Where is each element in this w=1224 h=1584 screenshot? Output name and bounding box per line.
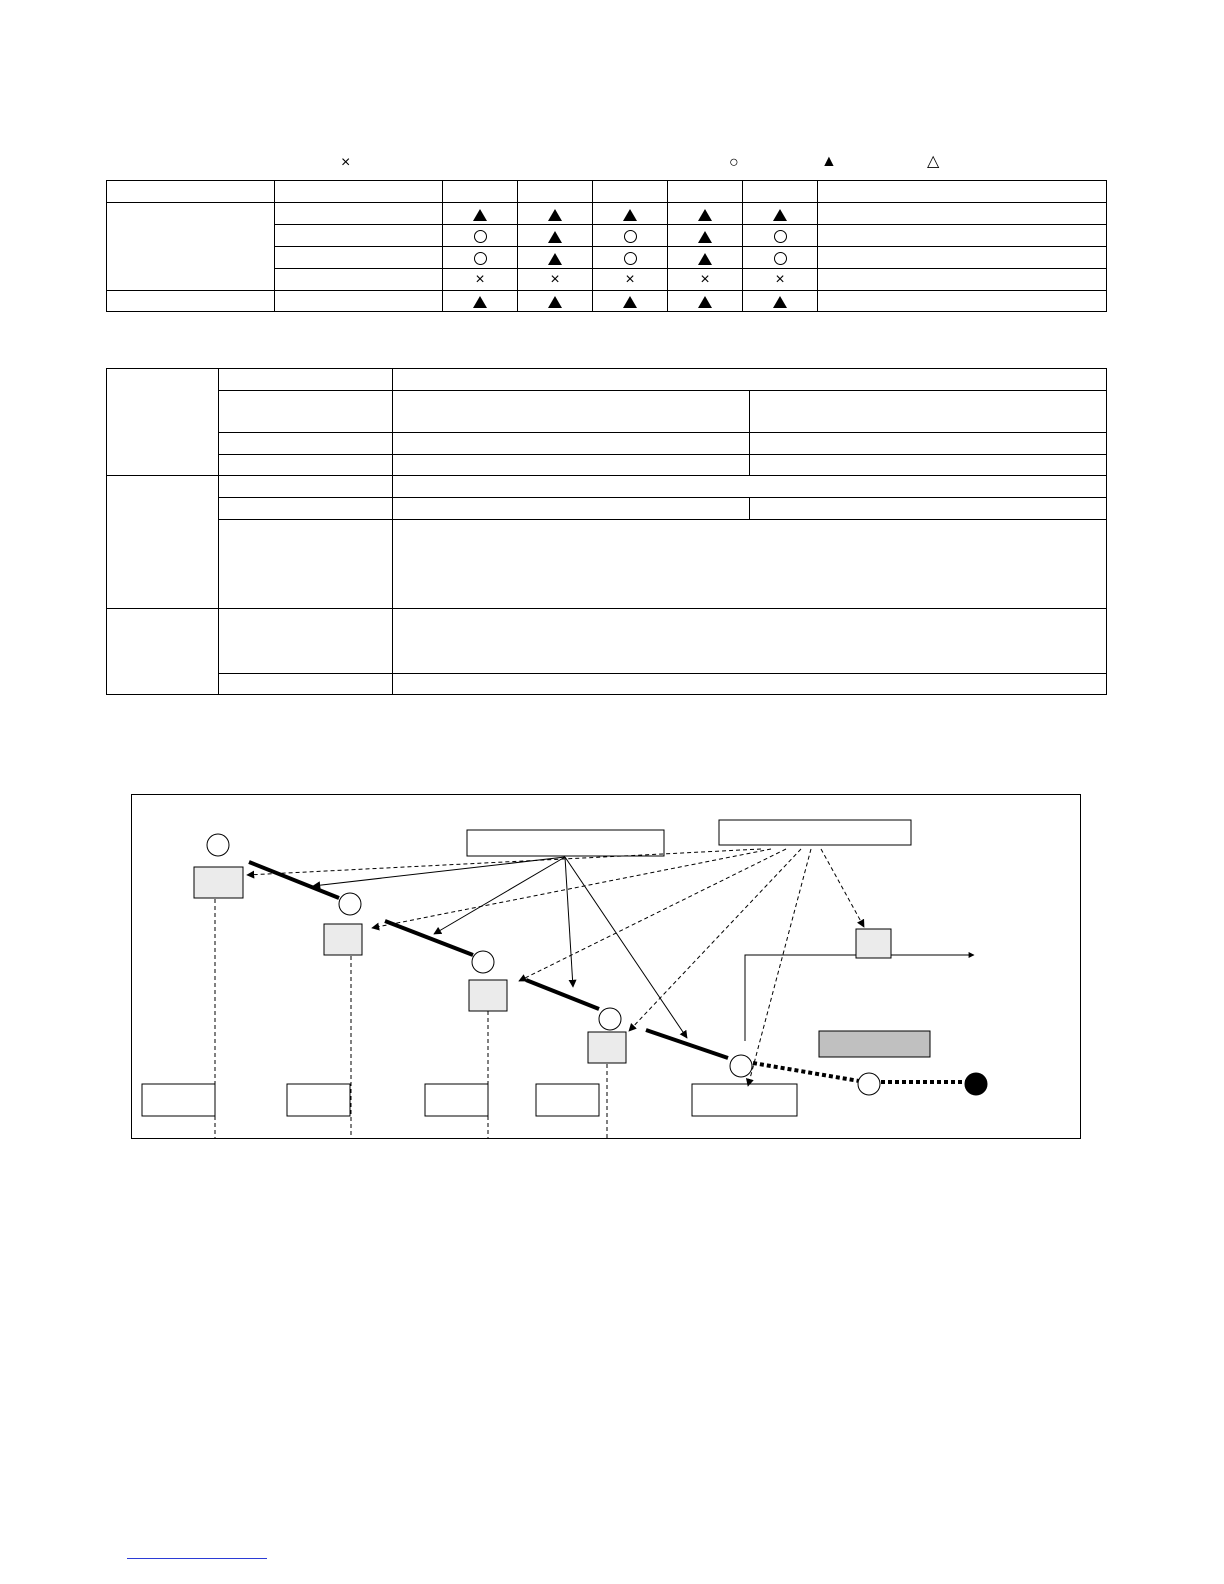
matrix-cell: [443, 225, 518, 247]
filled-triangle-icon: [773, 296, 787, 308]
matrix-cell: [593, 203, 668, 225]
matrix-cell: [518, 291, 593, 312]
table-row: [107, 391, 1107, 433]
circle-icon: [624, 252, 637, 265]
matrix-cell: [518, 247, 593, 269]
bottom-label-box-2: [287, 1084, 350, 1116]
filled-triangle-icon: [698, 231, 712, 243]
stage-circle-5: [730, 1055, 752, 1077]
step-box-2: [324, 924, 362, 955]
cross-icon: ×: [550, 271, 560, 289]
step-box-5: [856, 929, 891, 958]
filled-triangle-icon: [698, 253, 712, 265]
filled-triangle-icon: [623, 296, 637, 308]
circle-icon: [474, 230, 487, 243]
matrix-cell: [743, 269, 818, 291]
bottom-label-box-5: [692, 1084, 797, 1116]
filled-triangle-icon: [698, 209, 712, 221]
matrix-cell: [668, 247, 743, 269]
outline-triangle-icon: △: [927, 153, 940, 170]
table-row: [107, 291, 1107, 312]
matrix-cell: [668, 291, 743, 312]
matrix-cell: [743, 203, 818, 225]
step-box-1: [194, 867, 243, 898]
cross-icon: ×: [475, 271, 485, 289]
filled-triangle-icon: [473, 209, 487, 221]
matrix-cell: [443, 291, 518, 312]
circle-icon: [774, 230, 787, 243]
filled-triangle-icon: [548, 209, 562, 221]
table-row: [107, 203, 1107, 225]
matrix-cell: [443, 247, 518, 269]
cross-icon: ×: [775, 271, 785, 289]
table-row: [107, 520, 1107, 609]
matrix-cell: [518, 225, 593, 247]
circle-icon: [624, 230, 637, 243]
process-diagram: [131, 794, 1081, 1139]
table-header-row: [107, 181, 1107, 203]
matrix-cell: [518, 203, 593, 225]
step-box-4: [588, 1032, 626, 1063]
filled-triangle-icon: [548, 296, 562, 308]
table-row: [107, 674, 1107, 695]
end-filled-circle: [965, 1073, 987, 1095]
step-box-3: [469, 980, 507, 1011]
circle-icon: ○: [729, 154, 739, 171]
filled-triangle-icon: [548, 253, 562, 265]
matrix-cell: [443, 203, 518, 225]
matrix-cell: [593, 269, 668, 291]
matrix-cell: [668, 269, 743, 291]
top-label-box-right: [719, 820, 911, 845]
footer-link-underline[interactable]: [127, 1558, 267, 1559]
filled-triangle-icon: [473, 296, 487, 308]
filled-triangle-icon: [698, 296, 712, 308]
shaded-label-box: [819, 1031, 930, 1057]
top-label-box-left: [467, 830, 664, 856]
stage-circle-4: [599, 1008, 621, 1030]
table-row: [107, 433, 1107, 455]
matrix-cell: [593, 225, 668, 247]
filled-triangle-icon: [773, 209, 787, 221]
circle-icon: [474, 252, 487, 265]
matrix-cell: [443, 269, 518, 291]
table-row: [107, 609, 1107, 674]
matrix-cell: [668, 203, 743, 225]
matrix-cell: [518, 269, 593, 291]
stage-circle-3: [472, 951, 494, 973]
matrix-cell: [593, 291, 668, 312]
circle-icon: [774, 252, 787, 265]
cross-icon: ×: [625, 271, 635, 289]
cross-icon: ×: [341, 154, 351, 171]
stage-circle-6: [858, 1073, 880, 1095]
stage-circle-1: [207, 834, 229, 856]
matrix-cell: [743, 291, 818, 312]
matrix-cell: [668, 225, 743, 247]
matrix-cell: [743, 247, 818, 269]
table-row: [107, 498, 1107, 520]
symbol-matrix-table: [106, 180, 1107, 312]
table-row: [107, 369, 1107, 391]
cross-icon: ×: [700, 271, 710, 289]
filled-triangle-icon: [548, 231, 562, 243]
bottom-label-box-1: [142, 1084, 215, 1116]
stage-circle-2: [339, 893, 361, 915]
matrix-cell: [593, 247, 668, 269]
table-row: [107, 476, 1107, 498]
bottom-label-box-4: [536, 1084, 599, 1116]
filled-triangle-icon: [623, 209, 637, 221]
table-row: [107, 455, 1107, 476]
bottom-label-box-3: [425, 1084, 488, 1116]
specification-table: [106, 368, 1107, 695]
filled-triangle-icon: ▲: [821, 153, 837, 170]
matrix-cell: [743, 225, 818, 247]
